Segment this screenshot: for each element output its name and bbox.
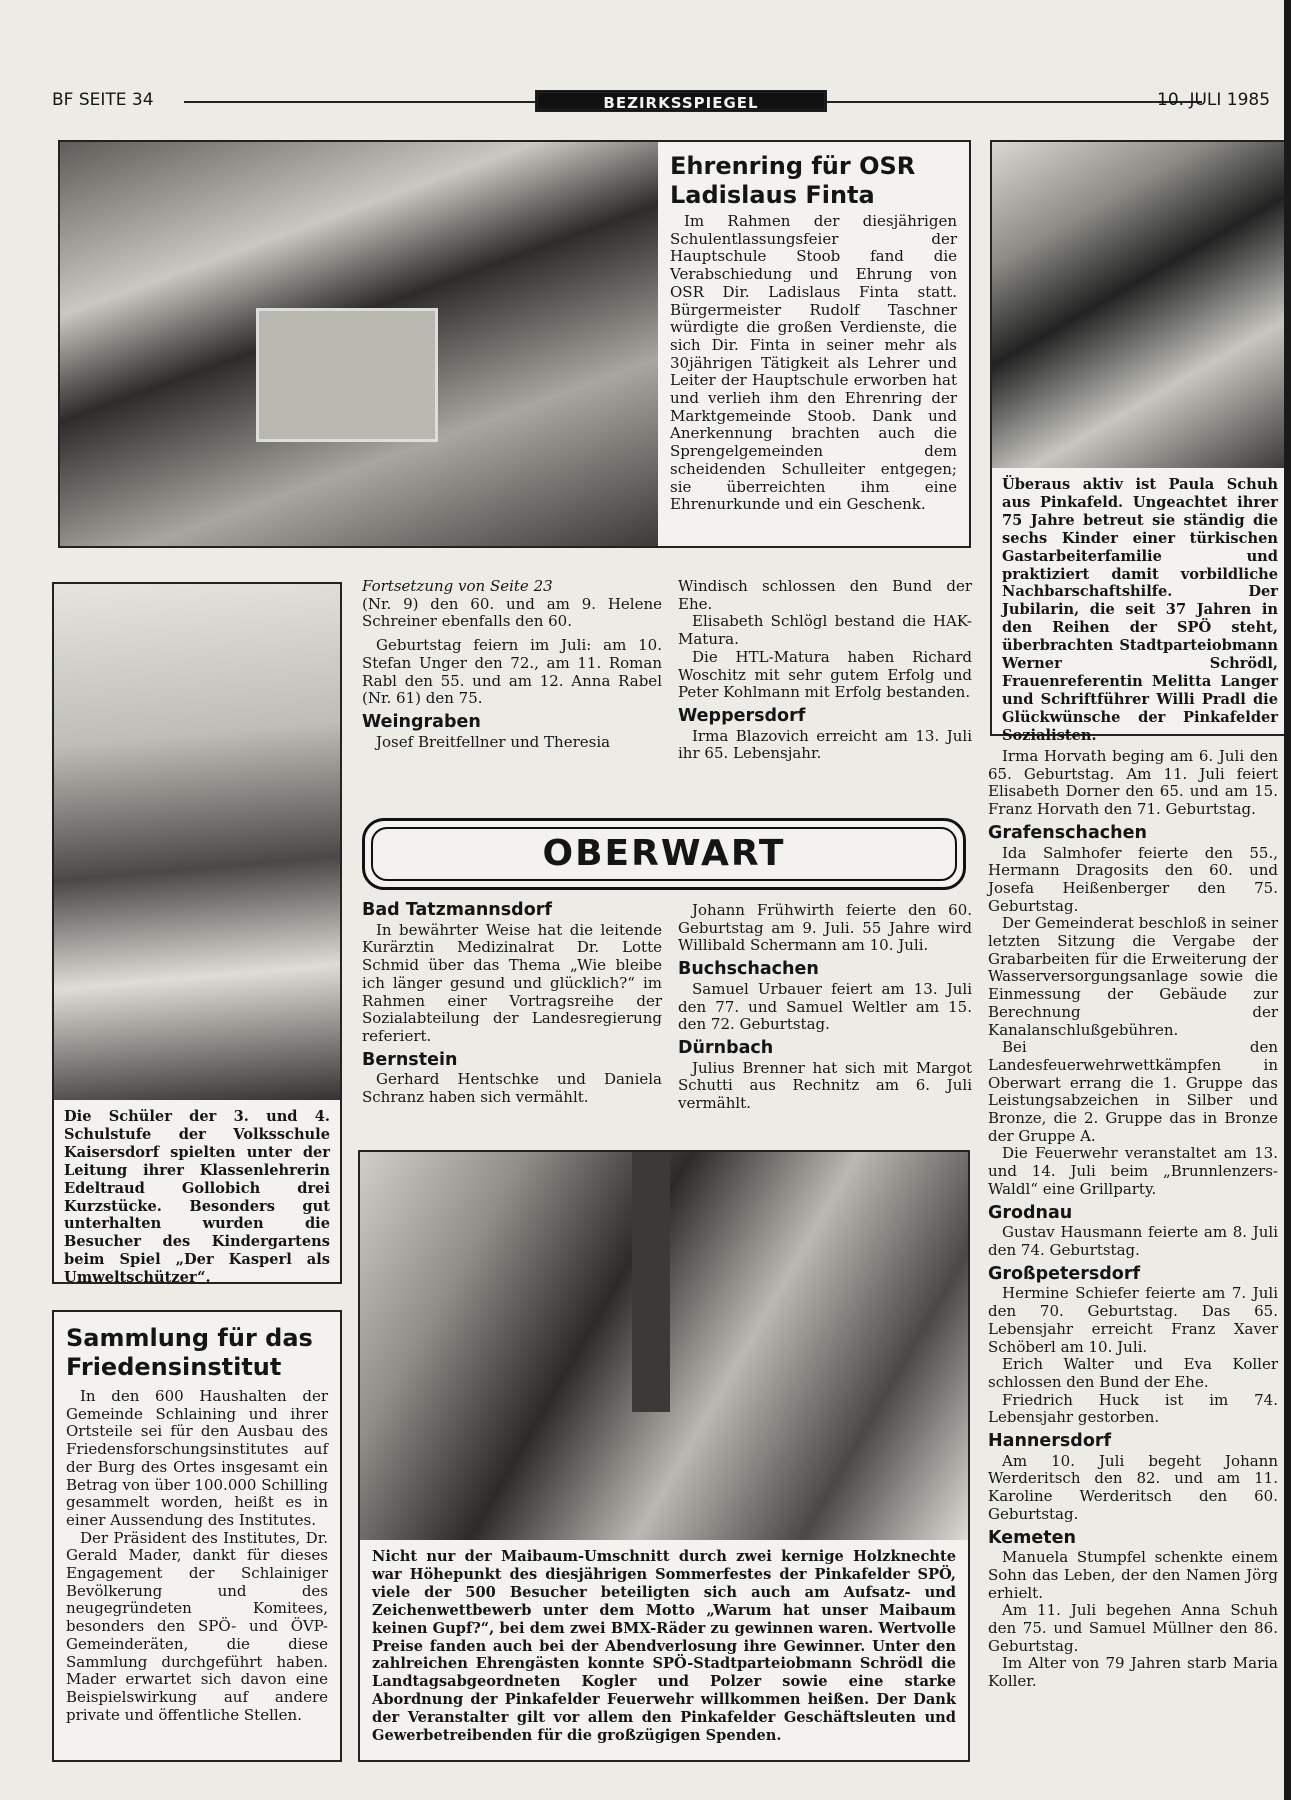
section-hannersdorf: Hannersdorf (988, 1431, 1112, 1452)
section-grafenschachen: Grafenschachen (988, 822, 1147, 843)
friedens-headline: Sammlung für das Friedensinstitut (66, 1324, 313, 1381)
photo-kaisersdorf-school-play (52, 582, 342, 1102)
section-weingraben: Weingraben (362, 711, 481, 732)
page-edge-shadow (1284, 0, 1291, 1800)
section-buchschachen: Buchschachen (678, 959, 819, 980)
header-rule-right (827, 101, 1202, 103)
certificate-frame (256, 308, 438, 442)
article-friedensinstitut (52, 1310, 342, 1762)
section-bad-tatzmannsdorf: Bad Tatzmannsdorf (362, 900, 552, 920)
section-bernstein: Bernstein (362, 1049, 458, 1070)
column-continued-right: Windisch schlossen den Bund der Ehe. Elisabeth Schlögl bestand die HAK-Matura. Die HTL-Matura haben Richard Woschitz mit sehr gutem Erfolg und Peter Kohlmann mit Erfolg bestanden. Weppersdorf Irma Blazovich erreicht am 13. Juli ihr 65. Lebensjahr. (678, 577, 972, 763)
photo-finta-ceremony (58, 140, 660, 548)
finta-headline: Ehrenring für OSR Ladislaus Finta (670, 152, 916, 209)
continued-label: Fortsetzung von Seite 23 (362, 577, 553, 595)
section-grosspetersdorf: Großpetersdorf (988, 1263, 1141, 1284)
header-section-label: BEZIRKSSPIEGEL (535, 90, 827, 112)
section-duernbach: Dürnbach (678, 1037, 774, 1058)
section-kemeten: Kemeten (988, 1527, 1076, 1548)
caption-maibaum: Nicht nur der Maibaum-Umschnitt durch zwei kernige Holzknechte war Höhepunkt des diesjährigen Sommerfestes der Pinkafelder SPÖ, viele der 500 Besucher beteiligten sich auch am Aufsatz- und Zeichenwettbewerb unter dem Motto „Warum hat unser Maibaum keinen Gupf?“, bei dem zwei BMX-Räder zu gewinnen waren. Wertvolle Preise fanden auch bei der Abendverlosung ihre Gewinner. Unter den zahlreichen Ehrengästen konnte SPÖ-Stadtparteiobmann Schrödl die Landtagsabgeordneten Kogler und Polzer sowie eine starke Abordnung der Pinkafelder Feuerwehr willkommen heißen. Der Dank der Veranstalter gilt vor allem den Pinkafelder Geschäftsleuten und Gewerbetreibenden für die großzügigen Spenden. (358, 1540, 970, 1762)
header-page-number: BF SEITE 34 (52, 90, 154, 110)
header-date: 10. JULI 1985 (1157, 90, 1271, 110)
maibaum-trunk (632, 1152, 670, 1412)
friedens-p1: In den 600 Haushalten der Gemeinde Schlaining und ihrer Ortsteile sei für den Ausbau des Friedensforschungsinstitutes auf der Burg des Ortes insgesamt ein Betrag von über 100.000 Schilling gesammelt worden, heißt es in einer Aussendung des Institutes. (66, 1387, 329, 1529)
page-header (52, 86, 1282, 116)
caption-paula-schuh: Überaus aktiv ist Paula Schuh aus Pinkafeld. Ungeachtet ihrer 75 Jahre betreut sie ständig die sechs Kinder einer türkischen Gastarbeiterfamilie und praktiziert damit vorbildliche Nachbarschaftshilfe. Der Jubilarin, die seit 37 Jahren in den Reihen der SPÖ steht, überbrachten Stadtparteiobmann Werner Schrödl, Frauenreferentin Melitta Langer und Schriftführer Willi Pradl die Glückwünsche der Pinkafelder Sozialisten. (990, 468, 1290, 736)
banner-oberwart-title: OBERWART (542, 833, 786, 874)
section-grodnau: Grodnau (988, 1202, 1073, 1223)
article-finta (658, 140, 971, 548)
column-oberwart-right: Johann Frühwirth feierte den 60. Geburtstag am 9. Juli. 55 Jahre wird Willibald Schermann am 10. Juli. Buchschachen Samuel Urbauer feiert am 13. Juli den 77. und Samuel Weltler am 15. den 72. Geburtstag. Dürnbach Julius Brenner hat sich mit Margot Schutti aus Rechnitz am 6. Juli vermählt. (678, 901, 972, 1113)
photo-maibaum-cutting (358, 1150, 970, 1542)
banner-oberwart (362, 818, 966, 890)
section-weppersdorf: Weppersdorf (678, 705, 806, 726)
header-rule-left (184, 101, 584, 103)
caption-kaisersdorf: Die Schüler der 3. und 4. Schulstufe der Volksschule Kaisersdorf spielten unter der Leitung ihrer Klassenlehrerin Edeltraud Gollobich drei Kurzstücke. Besonders gut unterhalten wurden die Besucher des Kindergartens beim Spiel „Der Kasperl als Umweltschützer“. (52, 1100, 342, 1284)
column-oberwart-left: Bad Tatzmannsdorf In bewährter Weise hat die leitende Kurärztin Medizinalrat Dr. Lotte Schmid über das Thema „Wie bleibe ich länger gesund und glücklich?“ im Rahmen einer Vortragsreihe der Sozialabteilung der Landesregierung referiert. Bernstein Gerhard Hentschke und Daniela Schranz haben sich vermählt. (362, 900, 662, 1107)
photo-paula-schuh (990, 140, 1290, 470)
friedens-p2: Der Präsident des Institutes, Dr. Gerald Mader, dankt für dieses Engagement der Schlainiger Bevölkerung und des neugegründeten Komitees, besonders den SPÖ- und ÖVP-Gemeinderäten, die diese Sammlung durchgeführt haben. Mader erwartet sich davon eine Beispielswirkung auf andere private und öffentliche Stellen. (66, 1528, 328, 1724)
finta-text: Im Rahmen der diesjährigen Schulentlassungsfeier der Hauptschule Stoob fand die Verabschiedung und Ehrung von OSR Dir. Ladislaus Finta statt. Bürgermeister Rudolf Taschner würdigte die großen Verdienste, die sich Dir. Finta in seiner mehr als 30jährigen Tätigkeit als Lehrer und Leiter der Hauptschule erworben hat und verlieh ihm den Ehrenring der Marktgemeinde Stoob. Dank und Anerkennung brachten auch die Sprengelgemeinden dem scheidenden Schulleiter entgegen; sie überreichten ihm eine Ehrenurkunde und ein Geschenk. (670, 212, 957, 514)
column-continued-left: Fortsetzung von Seite 23 (Nr. 9) den 60. und am 9. Helene Schreiner ebenfalls den 60. Geburtstag feiern im Juli: am 10. Stefan Unger den 72., am 11. Roman Rabl den 55. und am 12. Anna Rabel (Nr. 61) den 75. Weingraben Josef Breitfellner und Theresia (362, 577, 662, 751)
column-right: Irma Horvath beging am 6. Juli den 65. Geburtstag. Am 11. Juli feiert Elisabeth Dorner den 65. und am 15. Franz Horvath den 71. Geburtstag. Grafenschachen Ida Salmhofer feierte den 55., Hermann Dragosits den 60. und Josefa Heißenberger den 75. Geburtstag. Der Gemeinderat beschloß in seiner letzten Sitzung die Vergabe der Grabarbeiten für die Erweiterung der Wasserversorgungsanlage sowie die Einmessung der Gebäude zur Berechnung der Kanalanschlußgebühren. Bei den Landesfeuerwehrwettkämpfen in Oberwart errang die 1. Gruppe das Leistungsabzeichen in Silber und Bronze, die 2. Gruppe das in Bronze der Gruppe A. Die Feuerwehr veranstaltet am 13. und 14. Juli beim „Brunnlenzers-Waldl“ eine Grillparty. Grodnau Gustav Hausmann feierte am 8. Juli den 74. Geburtstag. Großpetersdorf Hermine Schiefer feierte am 7. Juli den 70. Geburtstag. Das 65. Lebensjahr erreicht Franz Xaver Schöberl am 10. Juli. Erich Walter und Eva Koller schlossen den Bund der Ehe. Friedrich Huck ist im 74. Lebensjahr gestorben. Hannersdorf Am 10. Juli begeht Johann Werderitsch den 82. und am 11. Karoline Werderitsch den 60. Geburtstag. Kemeten Manuela Stumpfel schenkte einem Sohn das Leben, der den Namen Jörg erhielt. Am 11. Juli begehen Anna Schuh den 75. und Samuel Müllner den 86. Geburtstag. Im Alter von 79 Jahren starb Maria Koller. (988, 747, 1278, 1691)
